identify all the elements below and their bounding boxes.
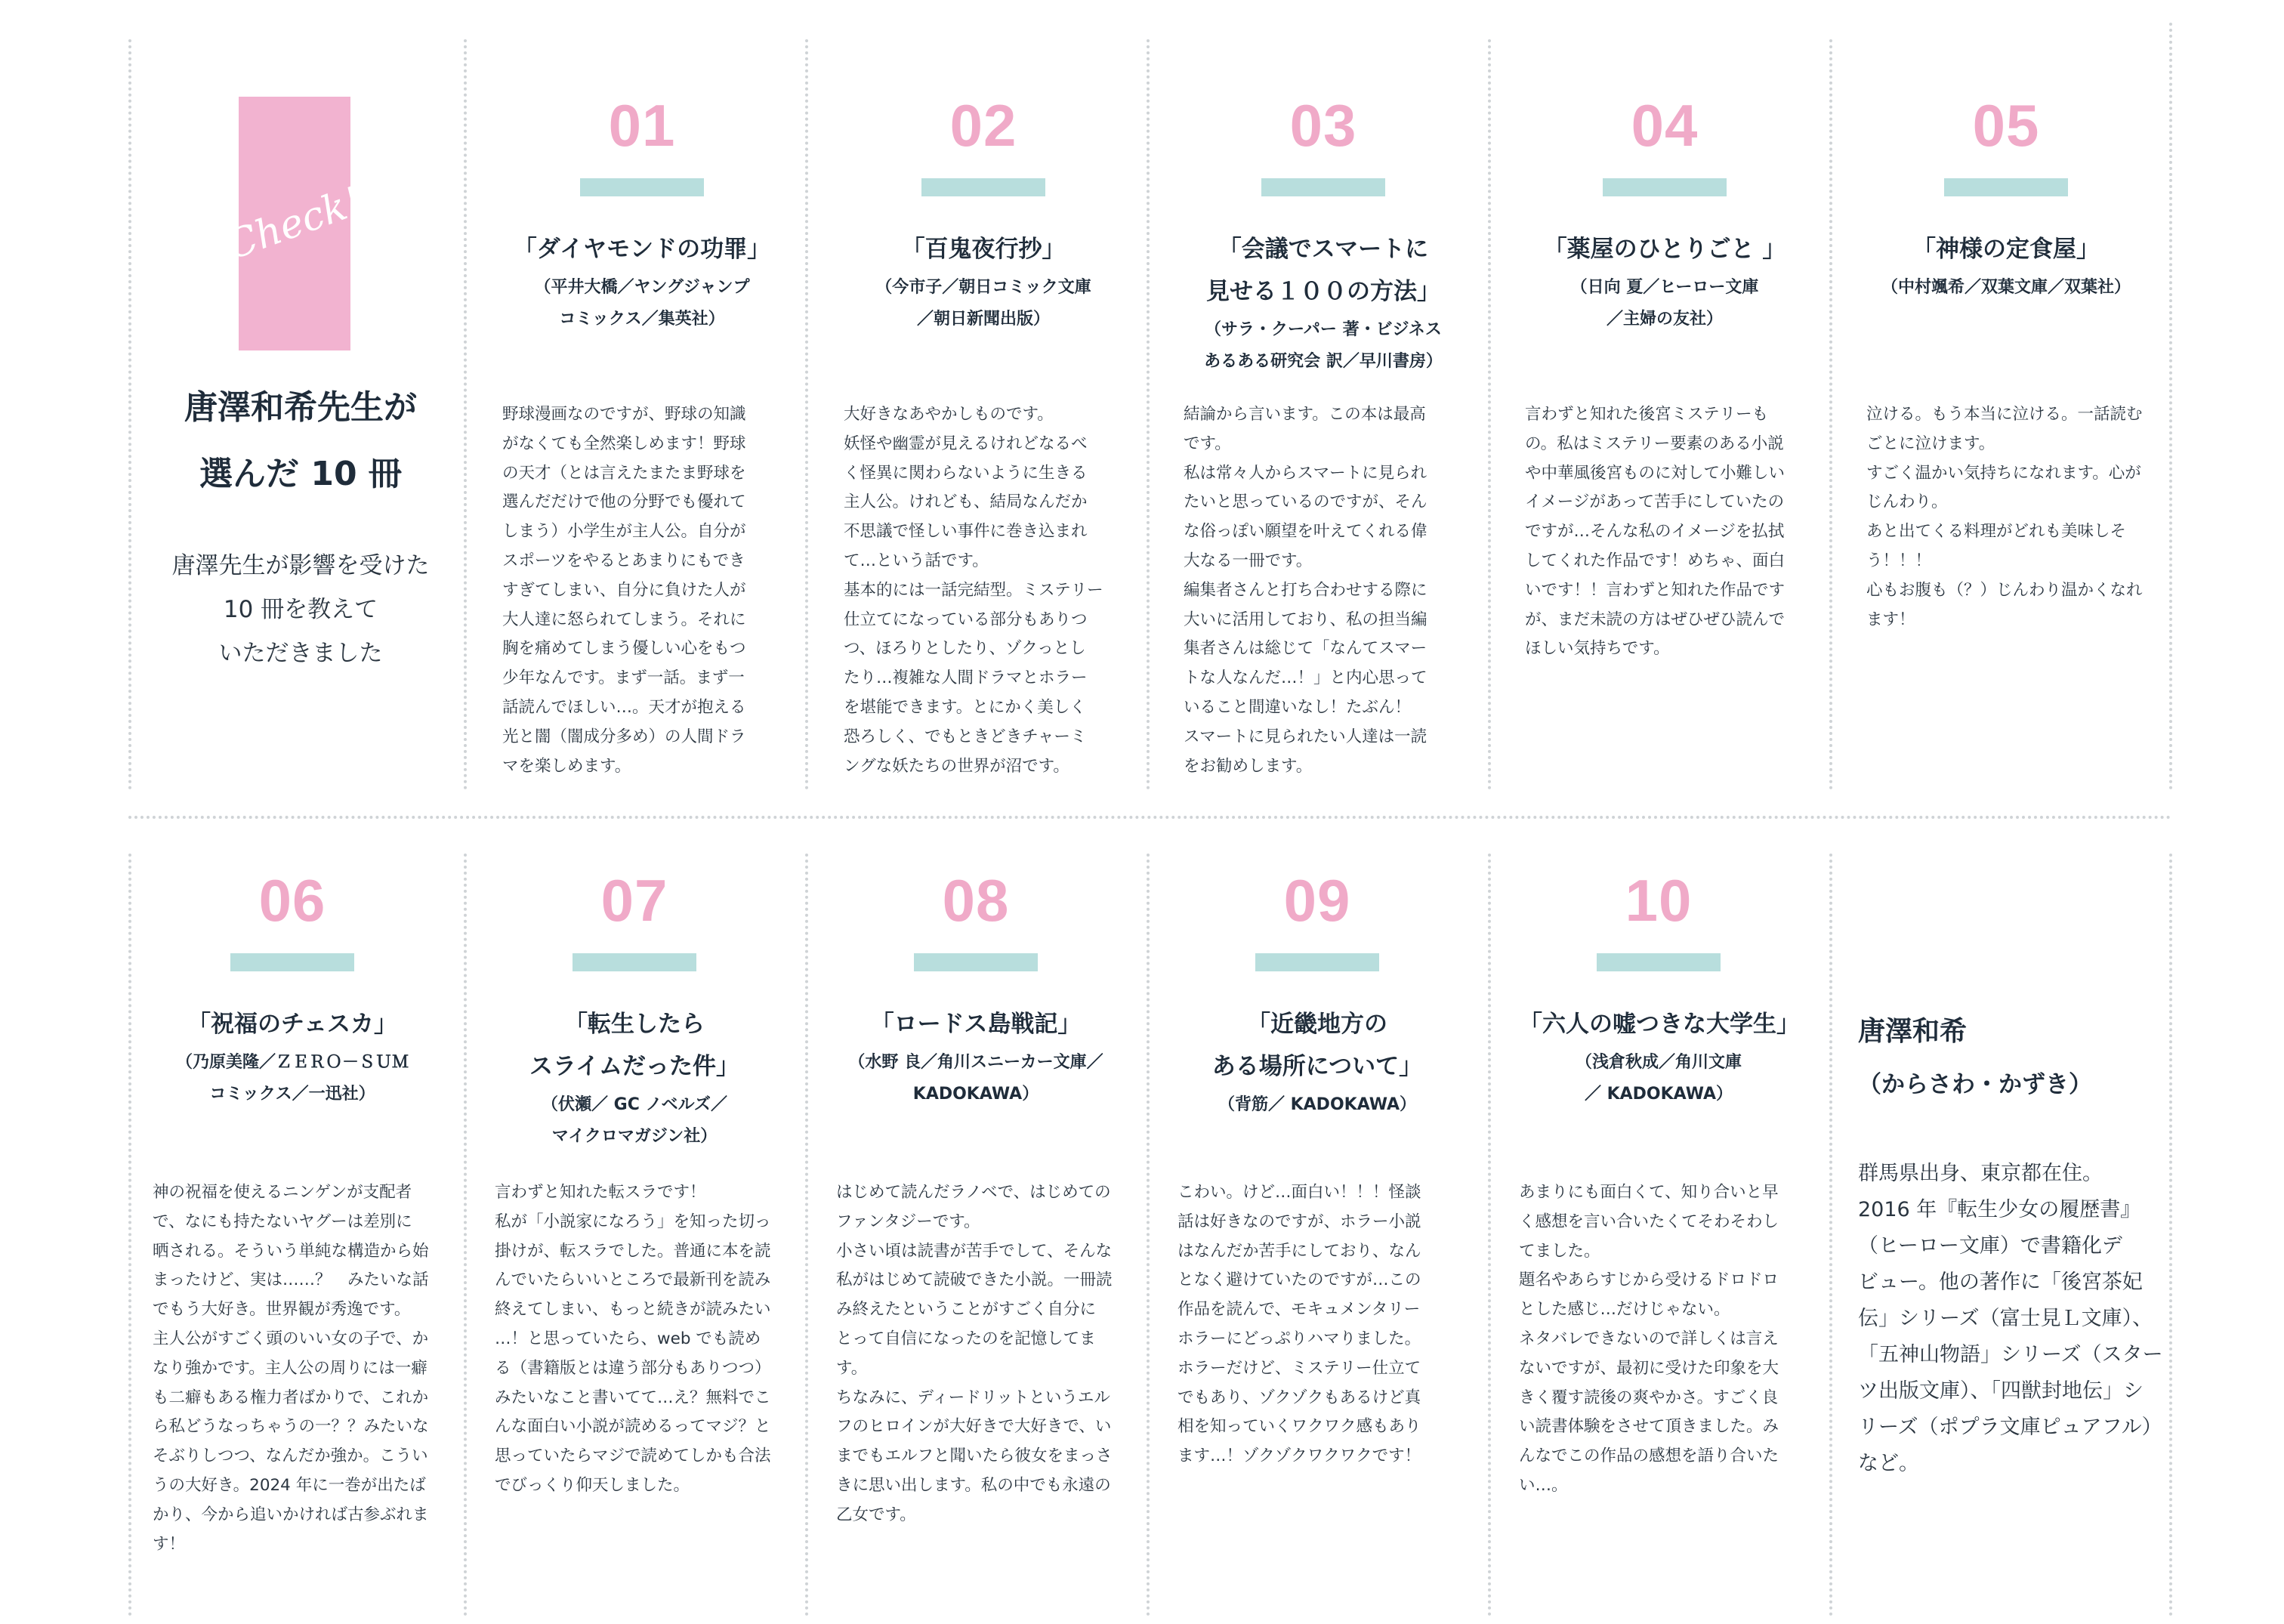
book-title: 「薬屋のひとりごと 」	[1543, 236, 1786, 263]
book-header-01	[502, 92, 782, 335]
row-divider	[128, 816, 2172, 819]
book-publisher: （今市子／朝日コミック文庫 ／朝日新聞出版）	[875, 278, 1091, 329]
author-reading: （からさわ・かずき）	[1858, 1071, 2092, 1098]
book-number: 04	[1631, 92, 1699, 159]
column-divider	[1829, 39, 1832, 790]
accent-bar	[1261, 178, 1385, 196]
book-publisher: （サラ・クーパー 著・ビジネス あるある研究会 訳／早川書房）	[1204, 320, 1443, 371]
book-review-08: はじめて読んだラノベで、はじめての ファンタジーです。 小さい頃は読書が苦手でして、そんな 私がはじめて読破できた小説。一冊読 み終えたということがすごく自分に とって自信になったのを記憶してま す。 ちなみに、ディードリットというエル フのヒロインが大好きで大好きで、い までもエルフと聞いたら彼女をまっさ きに思い出します。私の中でも永遠の 乙女です。	[836, 1183, 1113, 1524]
book-publisher: （水野 良／角川スニーカー文庫／ KADOKAWA）	[848, 1053, 1103, 1104]
book-review-01: 野球漫画なのですが、野球の知識 がなくても全然楽しめます！野球 の天才（とは言えたまたま野球を 選んだだけで他の分野でも優れて しまう）小学生が主人公。自分が スポーツをやるとあまりにもでき すぎてしまい、自分に負けた人が 大人達に怒られてしまう。それに 胸を痛めてしまう優しい心をもつ 少年なんです。まず一話。まず一 話読んでほしい…。天才が抱える 光と闇（闇成分多め）の人間ドラ マを楽しめます。	[502, 405, 746, 776]
column-divider	[1147, 39, 1150, 790]
book-number: 09	[1283, 867, 1351, 934]
column-divider	[464, 854, 467, 1616]
intro-subtitle: 唐澤先生が影響を受けた 10 冊を教えて いただきました	[171, 552, 430, 667]
book-number: 07	[600, 867, 668, 934]
book-review-07: 言わずと知れた転スラです！ 私が「小説家になろう」を知った切っ 掛けが、転スラでした。普通に本を読 んでいたらいいところで最新刊を読み 終えてしまい、もっと続きが読みたい …！と思っていたら、web でも読め る（書籍版とは違う部分もありつつ） みたいなこと書いてて…え？無料でこ んな面白い小説が読めるってマジ？と 思っていたらマジで読めてしかも合法 でびっくり仰天しました。	[495, 1183, 771, 1495]
book-title: 「会議でスマートに 見せる１００の方法」	[1206, 236, 1440, 305]
book-review-04: 言わずと知れた後宮ミステリーも の。私はミステリー要素のある小説 や中華風後宮ものに対して小難しい イメージがあって苦手にしていたの ですが…そんな私のイメージを払拭 してくれた作品です！めちゃ、面白 いです！！言わずと知れた作品です が、まだ未読の方はぜひぜひ読んで ほしい気持ちです。	[1525, 405, 1786, 659]
book-publisher: （浅倉秋成／角川文庫 ／ KADOKAWA）	[1575, 1053, 1742, 1104]
book-publisher: （中村颯希／双葉文庫／双葉社）	[1881, 278, 2131, 297]
column-divider	[805, 39, 808, 790]
book-review-03: 結論から言います。この本は最高 です。 私は常々人からスマートに見られ たいと思っているのですが、そん な俗っぽい願望を叶えてくれる偉 大なる一冊です。 編集者さんと打ち合わせする際に 大いに活用しており、私の担当編 集者さんは総じて「なんてスマー トな人なんだ…！」と内心思って いること間違いなし！たぶん！ スマートに見られたい人達は一読 をお勧めします。	[1184, 405, 1428, 776]
column-divider	[1488, 854, 1491, 1616]
book-number: 02	[949, 92, 1017, 159]
book-header-09	[1177, 867, 1457, 1121]
book-number: 01	[608, 92, 676, 159]
accent-bar	[580, 178, 704, 196]
book-header-10	[1519, 867, 1798, 1110]
column-divider	[805, 854, 808, 1616]
book-publisher: （平井大橋／ヤングジャンプ コミックス／集英社）	[534, 278, 750, 329]
column-divider	[1147, 854, 1150, 1616]
book-header-08	[836, 867, 1116, 1110]
accent-bar	[1597, 953, 1721, 971]
column-divider	[464, 39, 467, 790]
author-bio: 群馬県出身、東京都在住。 2016 年『転生少女の履歴書』 （ヒーロー文庫）で書籍化デ ビュー。他の著作に「後宮茶妃 伝」シリーズ（富士見Ｌ文庫）、 「五神山物語」シリーズ（スター ツ出版文庫）、「四獣封地伝」シ リーズ（ポプラ文庫ピュアフル） など。	[1858, 1162, 2163, 1475]
book-title: 「百鬼夜行抄」	[901, 236, 1066, 263]
book-publisher: （乃原美隆／ＺＥＲＯ－ＳＵＭ コミックス／一迅社）	[175, 1053, 409, 1104]
book-publisher: （伏瀬／ GC ノベルズ／ マイクロマガジン社）	[542, 1095, 727, 1146]
column-divider	[1829, 854, 1832, 1616]
book-header-03	[1184, 92, 1463, 378]
book-review-09: こわい。けど…面白い！！！怪談 話は好きなのですが、ホラー小説 はなんだか苦手にしており、なん となく避けていたのですが…この 作品を読んで、モキュメンタリー ホラーにどっぷりハマりました。 ホラーだけど、ミステリー仕立て でもあり、ゾクゾクもあるけど真 相を知っていくワクワク感もあり ます…！ゾクゾクワクワクです！	[1177, 1183, 1421, 1466]
check-badge-label: Check!	[221, 178, 369, 269]
book-publisher: （日向 夏／ヒーロー文庫 ／主婦の友社）	[1570, 278, 1759, 329]
author-profile	[1858, 1005, 2175, 1482]
accent-bar	[230, 953, 354, 971]
intro-title: 唐澤和希先生が 選んだ 10 冊	[184, 388, 417, 493]
book-number: 05	[1972, 92, 2040, 159]
column-divider	[2169, 23, 2172, 790]
book-header-04	[1525, 92, 1804, 335]
accent-bar	[1944, 178, 2068, 196]
book-number: 03	[1289, 92, 1357, 159]
column-divider	[128, 854, 131, 1616]
book-title: 「六人の嘘つきな大学生」	[1519, 1011, 1800, 1038]
book-title: 「ダイヤモンドの功罪」	[513, 236, 771, 263]
book-title: 「転生したら スライムだった件」	[529, 1011, 740, 1080]
book-number: 06	[258, 867, 326, 934]
book-number: 10	[1625, 867, 1693, 934]
book-header-06	[153, 867, 432, 1110]
book-review-06: 神の祝福を使えるニンゲンが支配者 で、なにも持たないヤグーは差別に 晒される。そういう単純な構造から始 まったけど、実は……？ みたいな話 でもう大好き。世界観が秀逸です。 主人公がすごく頭のいい女の子で、か なり強かです。主人公の周りには一癖 も二癖もある権力者ばかりで、これか ら私どうなっちゃうの一？？みたいな そぶりしつつ、なんだか強か。こうい うの大好き。2024 年に一巻が出たば かり、今から追いかければ古参ぶれま す！	[153, 1183, 429, 1554]
column-divider	[128, 39, 131, 790]
accent-bar	[914, 953, 1038, 971]
book-title: 「神様の定食屋」	[1912, 236, 2100, 263]
accent-bar	[1603, 178, 1727, 196]
book-review-10: あまりにも面白くて、知り合いと早 く感想を言い合いたくてそわそわし てました。 題名やあらすじから受けるドロドロ とした感じ…だけじゃない。 ネタバレできないので詳しくは言え ないですが、最初に受けた印象を大 きく覆す読後の爽やかさ。すごく良 い読書体験をさせて頂きました。み んなでこの作品の感想を語り合いた い…。	[1519, 1183, 1779, 1495]
book-header-07	[495, 867, 774, 1153]
book-number: 08	[942, 867, 1010, 934]
book-review-02: 大好きなあやかしものです。 妖怪や幽霊が見えるけれどなるべ く怪異に関わらないように生きる 主人公。けれども、結局なんだか 不思議で怪しい事件に巻き込まれ て…という話です。 基本的には一話完結型。ミステリー 仕立てになっている部分もありつ つ、ほろりとしたり、ゾクっとし たり…複雑な人間ドラマとホラー を堪能できます。とにかく美しく 恐ろしく、でもときどきチャーミ ングな妖たちの世界が沼です。	[844, 405, 1103, 776]
accent-bar	[1255, 953, 1379, 971]
book-title: 「祝福のチェスカ」	[187, 1011, 398, 1038]
book-review-05: 泣ける。もう本当に泣ける。一話読む ごとに泣けます。 すごく温かい気持ちになれます。心が じんわり。 あと出てくる料理がどれも美味しそ う！！！ 心もお腹も（？）じんわり温かくなれ ます！	[1866, 405, 2143, 629]
accent-bar	[573, 953, 696, 971]
book-header-02	[844, 92, 1123, 335]
book-publisher: （背筋／ KADOKAWA）	[1218, 1095, 1417, 1114]
accent-bar	[921, 178, 1045, 196]
check-badge	[221, 97, 369, 350]
book-title: 「ロードス島戦記」	[870, 1011, 1082, 1038]
book-title: 「近畿地方の ある場所について」	[1211, 1011, 1423, 1080]
column-divider	[1488, 39, 1491, 790]
author-name: 唐澤和希	[1858, 1016, 1968, 1047]
book-header-05	[1866, 92, 2146, 304]
